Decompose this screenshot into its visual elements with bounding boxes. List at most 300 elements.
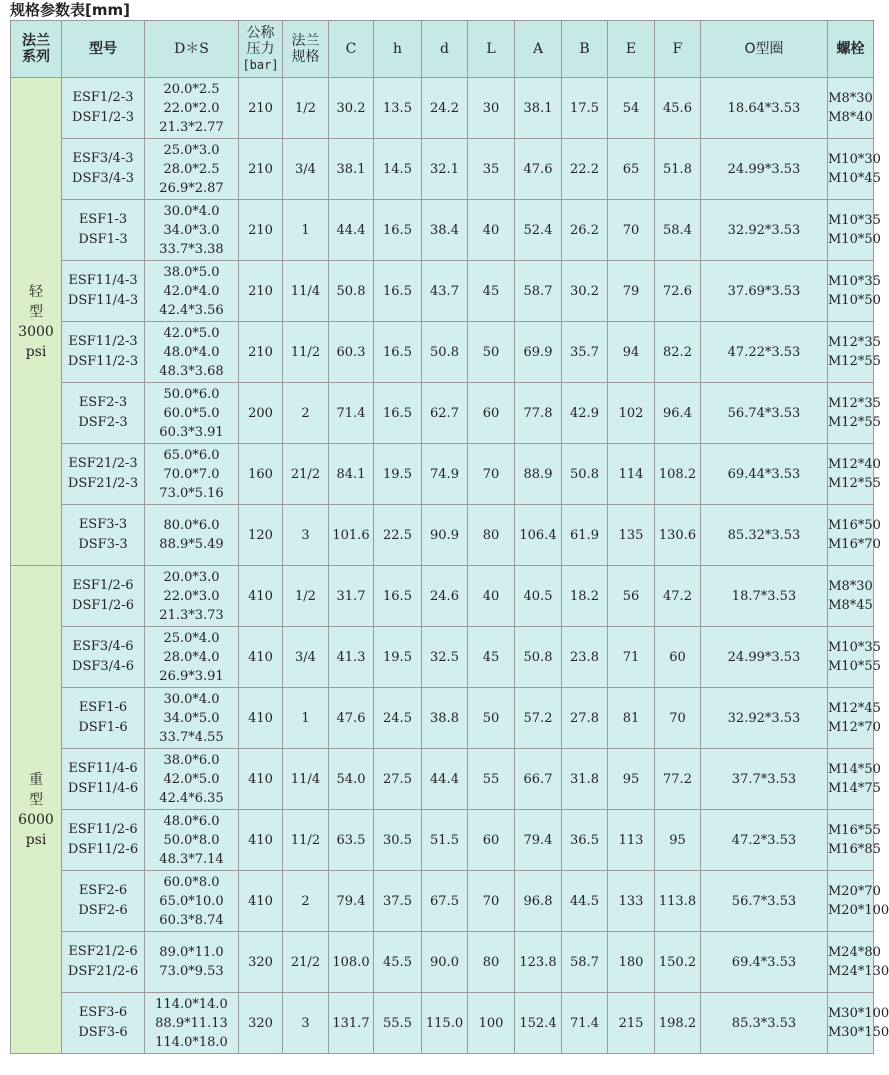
d-cell: 67.5	[422, 871, 468, 932]
cell-line: 22.0*3.0	[163, 588, 220, 604]
bolt-cell	[828, 993, 889, 1054]
model-cell	[62, 993, 145, 1054]
l-cell: 60	[468, 383, 515, 444]
cell-line: ESF1-3	[78, 212, 128, 227]
c-cell: 60.3	[329, 322, 374, 383]
spec-table-container	[10, 20, 889, 1054]
a-cell: 38.1	[515, 78, 562, 139]
cell-line: 3000	[18, 323, 54, 340]
h-cell: 30.5	[374, 810, 422, 871]
b-cell: 71.4	[562, 993, 608, 1054]
cell-line: M10*50	[828, 293, 881, 308]
oring-cell: 37.7*3.53	[701, 749, 828, 810]
flange-size-cell: 3	[283, 505, 329, 566]
ds-cell	[145, 993, 239, 1054]
table-row	[11, 383, 874, 444]
cell-line: 28.0*4.0	[163, 649, 220, 665]
pressure-cell: 320	[239, 993, 283, 1054]
l-cell: 40	[468, 566, 515, 627]
cell-line: 80.0*6.0	[163, 518, 220, 533]
l-cell: 70	[468, 871, 515, 932]
c-cell: 79.4	[329, 871, 374, 932]
a-cell: 79.4	[515, 810, 562, 871]
bolt-cell	[828, 200, 881, 261]
cell-line: 60.3*3.91	[159, 424, 224, 440]
h-cell: 55.5	[374, 993, 422, 1054]
header-oring: O型圈	[701, 21, 828, 78]
cell-line: DSF1/2-3	[72, 110, 134, 125]
model-cell	[62, 322, 145, 383]
cell-line: 60.3*8.74	[159, 912, 224, 928]
d-cell: 50.8	[422, 322, 468, 383]
a-cell: 50.8	[515, 627, 562, 688]
model-cell	[62, 444, 145, 505]
bolt-cell	[828, 871, 889, 932]
table-row	[11, 871, 874, 932]
cell-line: psi	[25, 343, 47, 360]
l-cell: 80	[468, 505, 515, 566]
header-pressure: 公称 压力 [bar]	[239, 21, 283, 78]
model-cell	[62, 627, 145, 688]
flange-size-cell: 2	[283, 383, 329, 444]
ds-cell	[145, 688, 239, 749]
flange-size-cell: 11/4	[283, 261, 329, 322]
table-row	[11, 139, 874, 200]
l-cell: 55	[468, 749, 515, 810]
cell-line: M8*30	[828, 91, 873, 106]
header-a: A	[515, 21, 562, 78]
cell-line: M10*35	[828, 213, 881, 228]
table-row	[11, 627, 874, 688]
cell-line: 30.0*4.0	[163, 691, 220, 707]
cell-line: DSF3-6	[78, 1025, 128, 1040]
cell-line: 48.0*4.0	[163, 344, 220, 360]
cell-line: M12*35	[828, 396, 881, 411]
cell-line: 34.0*5.0	[163, 710, 220, 726]
cell-line: M12*55	[828, 476, 881, 491]
e-cell: 56	[608, 566, 655, 627]
oring-cell: 69.44*3.53	[701, 444, 828, 505]
cell-line: M30*150	[828, 1025, 889, 1040]
e-cell: 54	[608, 78, 655, 139]
model-cell	[62, 810, 145, 871]
cell-line: 42.0*4.0	[163, 283, 220, 299]
cell-line: 28.0*2.5	[163, 161, 220, 177]
b-cell: 27.8	[562, 688, 608, 749]
table-body	[11, 78, 889, 1054]
oring-cell: 47.22*3.53	[701, 322, 828, 383]
cell-line: M16*70	[828, 537, 881, 552]
pressure-cell: 410	[239, 749, 283, 810]
cell-line: psi	[25, 831, 47, 848]
header-series: 法兰 系列	[11, 21, 62, 78]
header-h: h	[374, 21, 422, 78]
f-cell: 70	[655, 688, 701, 749]
cell-line: ESF3-3	[78, 517, 128, 532]
flange-size-cell: 3/4	[283, 139, 329, 200]
bolt-cell	[828, 322, 881, 383]
pressure-cell: 410	[239, 688, 283, 749]
bolt-cell	[828, 932, 889, 993]
ds-cell	[145, 871, 239, 932]
f-cell: 113.8	[655, 871, 701, 932]
l-cell: 100	[468, 993, 515, 1054]
ds-cell	[145, 444, 239, 505]
c-cell: 31.7	[329, 566, 374, 627]
cell-line: M10*45	[828, 171, 881, 186]
d-cell: 32.5	[422, 627, 468, 688]
model-cell	[62, 749, 145, 810]
e-cell: 81	[608, 688, 655, 749]
cell-line: DSF3/4-6	[72, 659, 134, 674]
pressure-cell: 120	[239, 505, 283, 566]
oring-cell: 18.7*3.53	[701, 566, 828, 627]
cell-line: 89.0*11.0	[159, 945, 224, 960]
flange-size-cell: 21/2	[283, 444, 329, 505]
cell-line: ESF1/2-3	[72, 90, 134, 105]
h-cell: 24.5	[374, 688, 422, 749]
cell-line: M12*70	[828, 720, 881, 735]
b-cell: 17.5	[562, 78, 608, 139]
cell-line: ESF21/2-3	[68, 456, 138, 471]
cell-line: M16*50	[828, 518, 881, 533]
model-cell	[62, 688, 145, 749]
a-cell: 47.6	[515, 139, 562, 200]
oring-cell: 37.69*3.53	[701, 261, 828, 322]
cell-line: M8*30	[828, 579, 873, 594]
cell-line: DSF11/4-3	[67, 293, 139, 308]
cell-line: 20.0*2.5	[163, 81, 220, 97]
l-cell: 50	[468, 322, 515, 383]
f-cell: 47.2	[655, 566, 701, 627]
oring-cell: 47.2*3.53	[701, 810, 828, 871]
a-cell: 69.9	[515, 322, 562, 383]
flange-size-cell: 11/4	[283, 749, 329, 810]
l-cell: 80	[468, 932, 515, 993]
cell-line: 21.3*3.73	[159, 607, 224, 623]
e-cell: 180	[608, 932, 655, 993]
series-cell	[11, 78, 62, 566]
cell-line: M14*75	[828, 781, 881, 796]
cell-line: DSF2-6	[78, 903, 128, 918]
table-row	[11, 688, 874, 749]
h-cell: 16.5	[374, 383, 422, 444]
l-cell: 40	[468, 200, 515, 261]
c-cell: 47.6	[329, 688, 374, 749]
flange-size-cell: 11/2	[283, 810, 329, 871]
cell-line: DSF3-3	[78, 537, 128, 552]
l-cell: 70	[468, 444, 515, 505]
bolt-cell	[828, 505, 881, 566]
cell-line: M10*50	[828, 232, 881, 247]
cell-line: ESF3/4-6	[72, 639, 134, 654]
bolt-cell	[828, 627, 881, 688]
oring-cell: 18.64*3.53	[701, 78, 828, 139]
f-cell: 108.2	[655, 444, 701, 505]
cell-line: M10*55	[828, 659, 881, 674]
ds-cell	[145, 139, 239, 200]
table-row	[11, 322, 874, 383]
a-cell: 123.8	[515, 932, 562, 993]
flange-size-cell: 1	[283, 200, 329, 261]
c-cell: 44.4	[329, 200, 374, 261]
b-cell: 31.8	[562, 749, 608, 810]
e-cell: 133	[608, 871, 655, 932]
cell-line: 48.3*3.68	[159, 363, 224, 379]
e-cell: 215	[608, 993, 655, 1054]
model-cell	[62, 139, 145, 200]
oring-cell: 56.74*3.53	[701, 383, 828, 444]
model-cell	[62, 383, 145, 444]
f-cell: 96.4	[655, 383, 701, 444]
cell-line: 38.0*6.0	[163, 752, 220, 768]
model-cell	[62, 78, 145, 139]
f-cell: 72.6	[655, 261, 701, 322]
a-cell: 96.8	[515, 871, 562, 932]
cell-line: ESF1/2-6	[72, 578, 134, 593]
ds-cell	[145, 200, 239, 261]
cell-line: 65.0*6.0	[163, 447, 220, 463]
a-cell: 66.7	[515, 749, 562, 810]
cell-line: DSF11/2-3	[67, 354, 139, 369]
table-row	[11, 78, 874, 139]
flange-size-cell: 3	[283, 993, 329, 1054]
l-cell: 35	[468, 139, 515, 200]
cell-line: M10*35	[828, 274, 881, 289]
pressure-cell: 210	[239, 322, 283, 383]
cell-line: 26.9*3.91	[159, 668, 224, 684]
cell-line: ESF11/4-3	[68, 273, 138, 288]
header-e: E	[608, 21, 655, 78]
cell-line: 轻	[29, 283, 43, 300]
f-cell: 198.2	[655, 993, 701, 1054]
cell-line: 6000	[18, 811, 54, 828]
l-cell: 50	[468, 688, 515, 749]
cell-line: 50.0*6.0	[163, 386, 220, 402]
flange-size-cell: 11/2	[283, 322, 329, 383]
oring-cell: 85.3*3.53	[701, 993, 828, 1054]
d-cell: 51.5	[422, 810, 468, 871]
table-row	[11, 444, 874, 505]
ds-cell	[145, 932, 239, 993]
c-cell: 84.1	[329, 444, 374, 505]
f-cell: 58.4	[655, 200, 701, 261]
cell-line: DSF1/2-6	[72, 598, 134, 613]
oring-cell: 85.32*3.53	[701, 505, 828, 566]
a-cell: 57.2	[515, 688, 562, 749]
oring-cell: 24.99*3.53	[701, 627, 828, 688]
c-cell: 50.8	[329, 261, 374, 322]
cell-line: 型	[29, 791, 43, 808]
cell-line: DSF1-6	[78, 720, 128, 735]
cell-line: 33.7*4.55	[159, 729, 224, 745]
model-cell	[62, 932, 145, 993]
cell-line: 38.0*5.0	[163, 264, 220, 280]
flange-size-cell: 1	[283, 688, 329, 749]
cell-line: M10*30	[828, 152, 881, 167]
a-cell: 40.5	[515, 566, 562, 627]
pressure-cell: 210	[239, 200, 283, 261]
d-cell: 24.6	[422, 566, 468, 627]
table-row	[11, 810, 874, 871]
h-cell: 37.5	[374, 871, 422, 932]
header-bolt: 螺栓	[828, 21, 874, 78]
model-cell	[62, 505, 145, 566]
pressure-cell: 320	[239, 932, 283, 993]
cell-line: M16*85	[828, 842, 881, 857]
pressure-cell: 210	[239, 261, 283, 322]
cell-line: ESF1-6	[78, 700, 128, 715]
table-row	[11, 993, 874, 1054]
e-cell: 79	[608, 261, 655, 322]
b-cell: 42.9	[562, 383, 608, 444]
cell-line: 30.0*4.0	[163, 203, 220, 219]
series-cell	[11, 566, 62, 1054]
bolt-cell	[828, 749, 881, 810]
e-cell: 95	[608, 749, 655, 810]
d-cell: 24.2	[422, 78, 468, 139]
header-d: d	[422, 21, 468, 78]
e-cell: 65	[608, 139, 655, 200]
cell-line: 48.3*7.14	[159, 851, 224, 867]
cell-line: 73.0*9.53	[159, 964, 224, 979]
cell-line: 60.0*8.0	[163, 874, 220, 890]
bolt-cell	[828, 688, 881, 749]
cell-line: DSF21/2-6	[67, 964, 139, 979]
a-cell: 88.9	[515, 444, 562, 505]
cell-line: M12*55	[828, 354, 881, 369]
cell-line: M20*70	[828, 884, 881, 899]
ds-cell	[145, 78, 239, 139]
header-b: B	[562, 21, 608, 78]
ds-cell	[145, 749, 239, 810]
cell-line: M8*45	[828, 598, 873, 613]
cell-line: 重	[29, 771, 43, 788]
l-cell: 30	[468, 78, 515, 139]
pressure-cell: 410	[239, 871, 283, 932]
b-cell: 58.7	[562, 932, 608, 993]
c-cell: 30.2	[329, 78, 374, 139]
b-cell: 50.8	[562, 444, 608, 505]
header-c: C	[329, 21, 374, 78]
ds-cell	[145, 261, 239, 322]
d-cell: 44.4	[422, 749, 468, 810]
cell-line: ESF11/2-3	[68, 334, 138, 349]
cell-line: DSF11/4-6	[67, 781, 139, 796]
cell-line: M16*55	[828, 823, 881, 838]
table-row	[11, 200, 874, 261]
a-cell: 152.4	[515, 993, 562, 1054]
c-cell: 71.4	[329, 383, 374, 444]
cell-line: DSF11/2-6	[67, 842, 139, 857]
c-cell: 101.6	[329, 505, 374, 566]
cell-line: 型	[29, 303, 43, 320]
a-cell: 52.4	[515, 200, 562, 261]
cell-line: 50.0*8.0	[163, 832, 220, 848]
h-cell: 27.5	[374, 749, 422, 810]
c-cell: 41.3	[329, 627, 374, 688]
b-cell: 61.9	[562, 505, 608, 566]
b-cell: 26.2	[562, 200, 608, 261]
cell-line: M12*55	[828, 415, 881, 430]
f-cell: 77.2	[655, 749, 701, 810]
e-cell: 71	[608, 627, 655, 688]
cell-line: 42.0*5.0	[163, 325, 220, 341]
cell-line: M24*80	[828, 945, 881, 960]
flange-size-cell: 3/4	[283, 627, 329, 688]
oring-cell: 32.92*3.53	[701, 688, 828, 749]
bolt-cell	[828, 261, 881, 322]
e-cell: 94	[608, 322, 655, 383]
oring-cell: 32.92*3.53	[701, 200, 828, 261]
model-cell	[62, 566, 145, 627]
header-l: L	[468, 21, 515, 78]
e-cell: 102	[608, 383, 655, 444]
page-title: 规格参数表[mm]	[10, 1, 130, 19]
e-cell: 135	[608, 505, 655, 566]
cell-line: M24*130	[828, 964, 889, 979]
model-cell	[62, 871, 145, 932]
pressure-cell: 410	[239, 810, 283, 871]
cell-line: 114.0*18.0	[155, 1034, 228, 1050]
cell-line: 60.0*5.0	[163, 405, 220, 421]
b-cell: 44.5	[562, 871, 608, 932]
cell-line: 88.9*5.49	[159, 537, 224, 552]
header-ds: D＊S	[145, 21, 239, 78]
b-cell: 23.8	[562, 627, 608, 688]
b-cell: 30.2	[562, 261, 608, 322]
l-cell: 45	[468, 261, 515, 322]
bolt-cell	[828, 444, 881, 505]
c-cell: 108.0	[329, 932, 374, 993]
cell-line: 22.0*2.0	[163, 100, 220, 116]
ds-cell	[145, 383, 239, 444]
l-cell: 45	[468, 627, 515, 688]
table-row	[11, 566, 874, 627]
d-cell: 74.9	[422, 444, 468, 505]
cell-line: M10*35	[828, 640, 881, 655]
ds-cell	[145, 627, 239, 688]
cell-line: 42.4*3.56	[159, 302, 224, 318]
cell-line: 42.4*6.35	[159, 790, 224, 806]
c-cell: 54.0	[329, 749, 374, 810]
ds-cell	[145, 505, 239, 566]
h-cell: 19.5	[374, 444, 422, 505]
f-cell: 95	[655, 810, 701, 871]
oring-cell: 69.4*3.53	[701, 932, 828, 993]
cell-line: DSF21/2-3	[67, 476, 139, 491]
h-cell: 19.5	[374, 627, 422, 688]
table-row	[11, 749, 874, 810]
flange-size-cell: 1/2	[283, 566, 329, 627]
cell-line: 25.0*4.0	[163, 630, 220, 646]
oring-cell: 24.99*3.53	[701, 139, 828, 200]
pressure-cell: 210	[239, 78, 283, 139]
cell-line: 26.9*2.87	[159, 180, 224, 196]
cell-line: M12*45	[828, 701, 881, 716]
a-cell: 106.4	[515, 505, 562, 566]
table-row	[11, 261, 874, 322]
h-cell: 16.5	[374, 200, 422, 261]
f-cell: 150.2	[655, 932, 701, 993]
h-cell: 16.5	[374, 322, 422, 383]
spec-table	[10, 20, 889, 1054]
pressure-cell: 210	[239, 139, 283, 200]
table-row	[11, 505, 874, 566]
pressure-cell: 200	[239, 383, 283, 444]
d-cell: 90.0	[422, 932, 468, 993]
flange-size-cell: 1/2	[283, 78, 329, 139]
